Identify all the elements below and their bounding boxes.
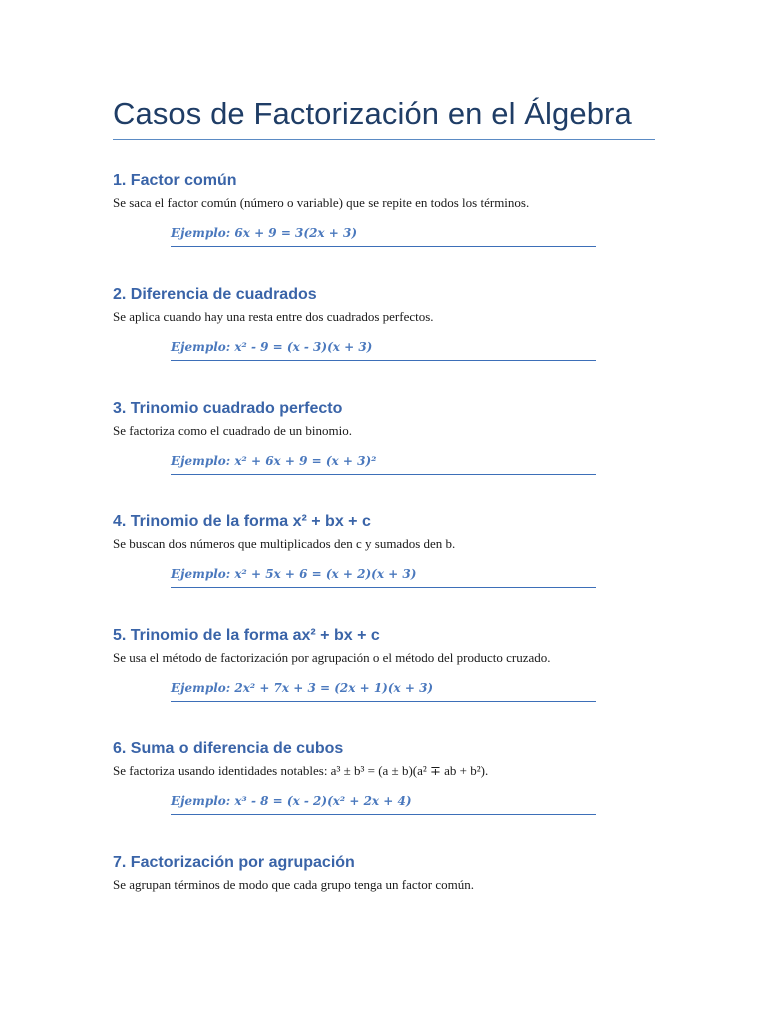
section-description: Se saca el factor común (número o variable) que se repite en todos los términos. [113, 195, 530, 210]
section-example: Ejemplo: 2x² + 7x + 3 = (2x + 1)(x + 3) [171, 680, 596, 702]
section-example: Ejemplo: x³ - 8 = (x - 2)(x² + 2x + 4) [171, 793, 596, 815]
section-description: Se factoriza usando identidades notables: a³ ± b³ = (a ± b)(a² ∓ ab + b²). [113, 763, 489, 778]
section-example: Ejemplo: 6x + 9 = 3(2x + 3) [171, 225, 596, 247]
section-heading: 7. Factorización por agrupación [113, 854, 355, 871]
section-example: Ejemplo: x² + 6x + 9 = (x + 3)² [171, 453, 596, 475]
section-description: Se aplica cuando hay una resta entre dos cuadrados perfectos. [113, 309, 434, 324]
section-factor-comun [113, 170, 673, 247]
section-suma-diferencia-cubos [113, 738, 673, 815]
section-heading: 4. Trinomio de la forma x² + bx + c [113, 513, 371, 530]
section-description: Se agrupan términos de modo que cada grupo tenga un factor común. [113, 877, 474, 892]
section-description: Se factoriza como el cuadrado de un binomio. [113, 423, 352, 438]
title-divider [113, 139, 655, 140]
section-diferencia-cuadrados [113, 284, 673, 361]
section-example: Ejemplo: x² + 5x + 6 = (x + 2)(x + 3) [171, 566, 596, 588]
section-example: Ejemplo: x² - 9 = (x - 3)(x + 3) [171, 339, 596, 361]
section-description: Se buscan dos números que multiplicados den c y sumados den b. [113, 536, 456, 551]
section-heading: 1. Factor común [113, 172, 237, 189]
section-trinomio-x2-bx-c [113, 511, 673, 588]
section-heading: 6. Suma o diferencia de cubos [113, 740, 344, 757]
section-factorizacion-agrupacion [113, 852, 673, 894]
document-title: Casos de Factorización en el Álgebra [113, 96, 632, 131]
section-heading: 2. Diferencia de cuadrados [113, 286, 317, 303]
section-trinomio-cuadrado-perfecto [113, 398, 673, 475]
section-trinomio-ax2-bx-c [113, 625, 673, 702]
section-description: Se usa el método de factorización por agrupación o el método del producto cruzado. [113, 650, 551, 665]
section-heading: 5. Trinomio de la forma ax² + bx + c [113, 627, 380, 644]
section-heading: 3. Trinomio cuadrado perfecto [113, 400, 343, 417]
